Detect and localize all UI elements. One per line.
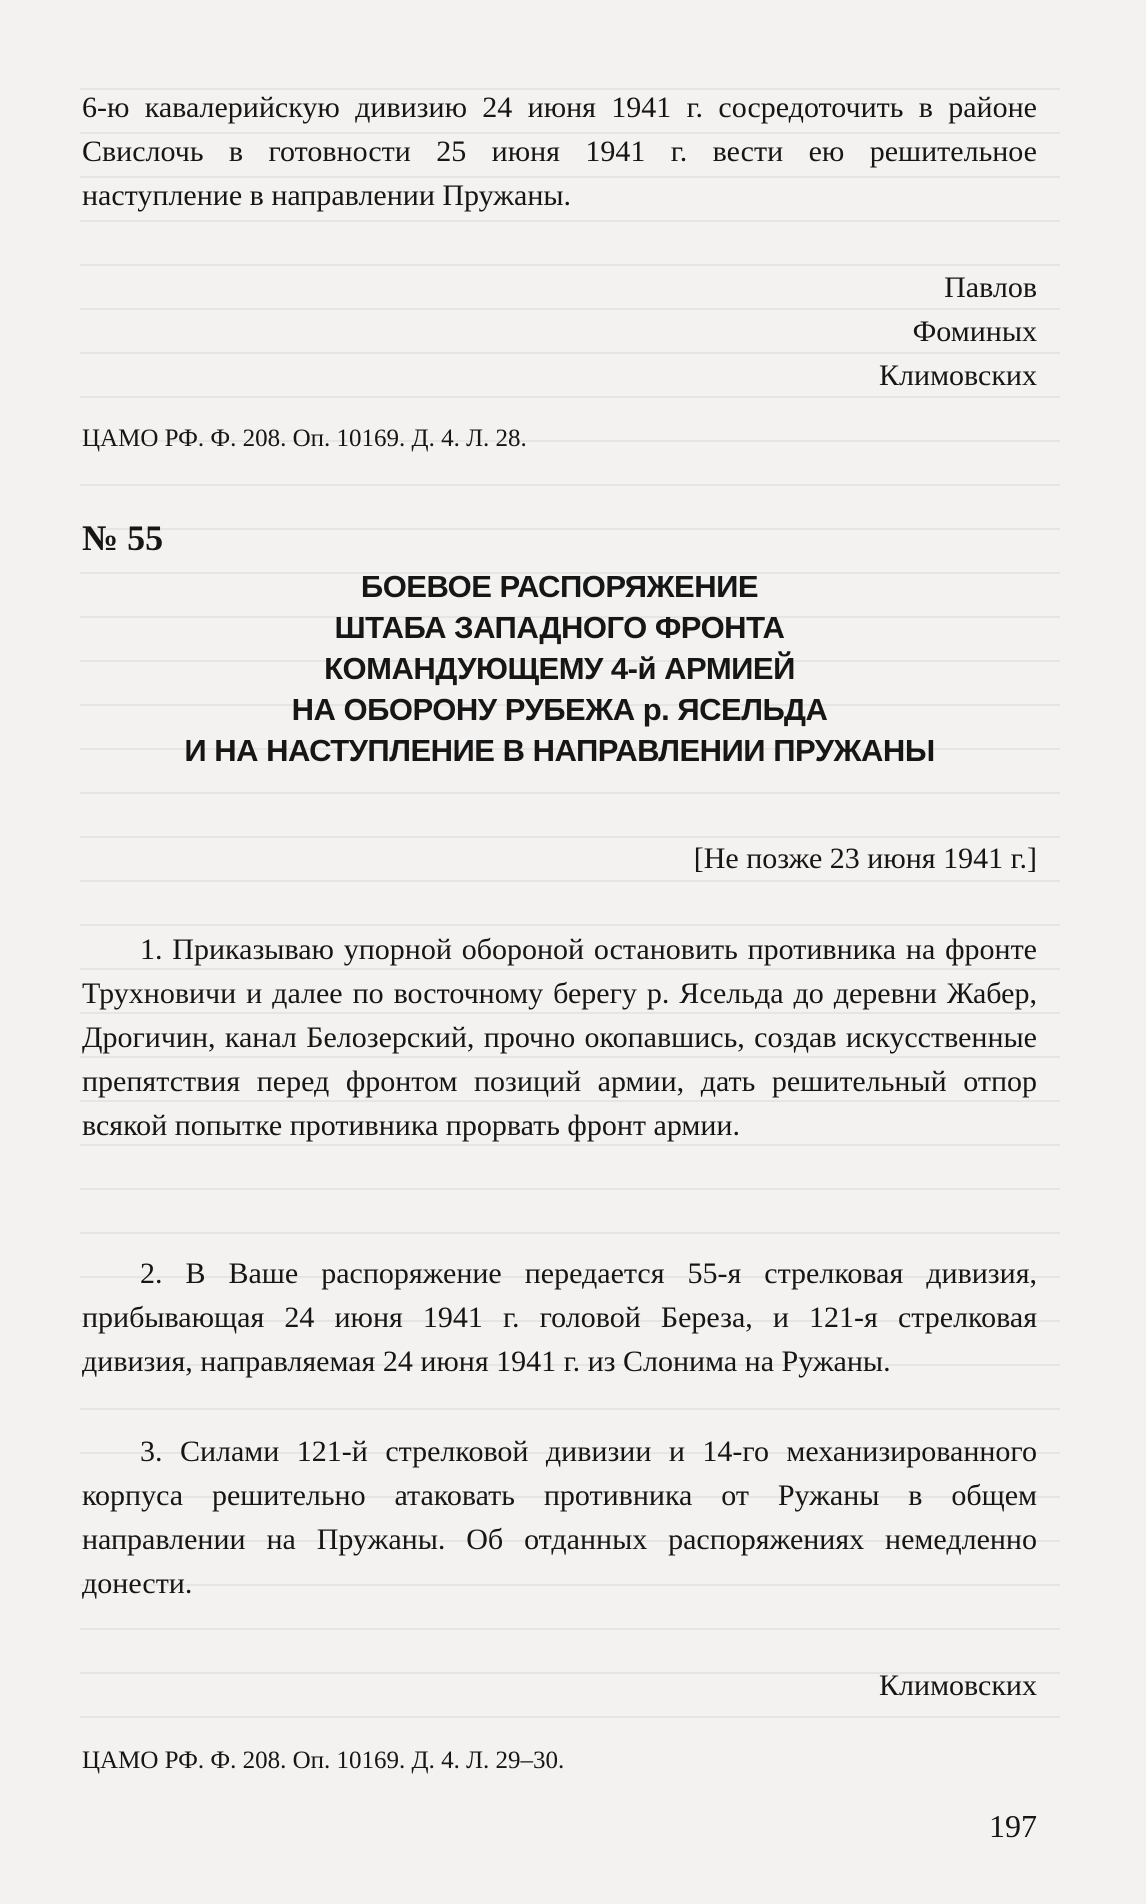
archive-source-bottom: ЦАМО РФ. Ф. 208. Оп. 10169. Д. 4. Л. 29–30.	[82, 1747, 565, 1774]
title-line: КОМАНДУЮЩЕМУ 4-й АРМИЕЙ	[324, 651, 795, 686]
page-number: 197	[989, 1808, 1037, 1844]
bleed-line	[80, 924, 1060, 926]
intro-paragraph: 6-ю кавалерийскую дивизию 24 июня 1941 г. сосредоточить в районе Свислочь в готовности 25 июня 1941 г. вести ею решительное наступление в направлении Пружаны.	[82, 91, 1037, 212]
bleed-line	[80, 1408, 1060, 1410]
document-number: № 55	[82, 518, 164, 558]
bleed-line	[80, 792, 1060, 794]
bleed-line	[80, 1188, 1060, 1190]
title-line: БОЕВОЕ РАСПОРЯЖЕНИЕ	[360, 569, 759, 604]
bleed-line	[80, 1232, 1060, 1234]
signature-klimovskikh-top: Климовских	[879, 359, 1037, 392]
signature-pavlov: Павлов	[944, 271, 1037, 304]
date-note: [Не позже 23 июня 1941 г.]	[693, 842, 1037, 875]
title-line: ШТАБА ЗАПАДНОГО ФРОНТА	[334, 610, 785, 645]
bleed-line	[80, 220, 1060, 222]
title-line: И НА НАСТУПЛЕНИЕ В НАПРАВЛЕНИИ ПРУЖАНЫ	[184, 733, 935, 768]
title-line: НА ОБОРОНУ РУБЕЖА р. ЯСЕЛЬДА	[291, 692, 828, 727]
bleed-line	[80, 1628, 1060, 1630]
paragraph-3: 3. Силами 121-й стрелковой дивизии и 14-го механизированного корпуса решительно атаковать противника от Ружаны в общем направлении на Пружаны. Об отданных распоряжениях немедленно донести.	[82, 1435, 1037, 1600]
paragraph-2: 2. В Ваше распоряжение передается 55-я стрелковая дивизия, прибывающая 24 июня 1941 г. головой Береза, и 121-я стрелковая дивизия, направляемая 24 июня 1941 г. из Слонима на Ружаны.	[82, 1257, 1037, 1378]
bleed-line	[80, 484, 1060, 486]
document-title	[82, 566, 1037, 771]
signature-fominykh: Фоминых	[912, 315, 1037, 348]
bleed-line	[80, 528, 1060, 530]
signature-klimovskikh-bottom: Климовских	[879, 1669, 1037, 1702]
archive-source-top: ЦАМО РФ. Ф. 208. Оп. 10169. Д. 4. Л. 28.	[82, 425, 527, 452]
bleed-line	[80, 1716, 1060, 1718]
paragraph-1: 1. Приказываю упорной обороной остановить противника на фронте Трухновичи и далее по восточному берегу р. Ясельда до деревни Жабер, Дрогичин, канал Белозерский, прочно окопавшись, создав искусственные препятствия перед фронтом позиций армии, дать решительный отпор всякой попытке противника прорвать фронт армии.	[82, 933, 1037, 1142]
bleed-line	[80, 264, 1060, 266]
